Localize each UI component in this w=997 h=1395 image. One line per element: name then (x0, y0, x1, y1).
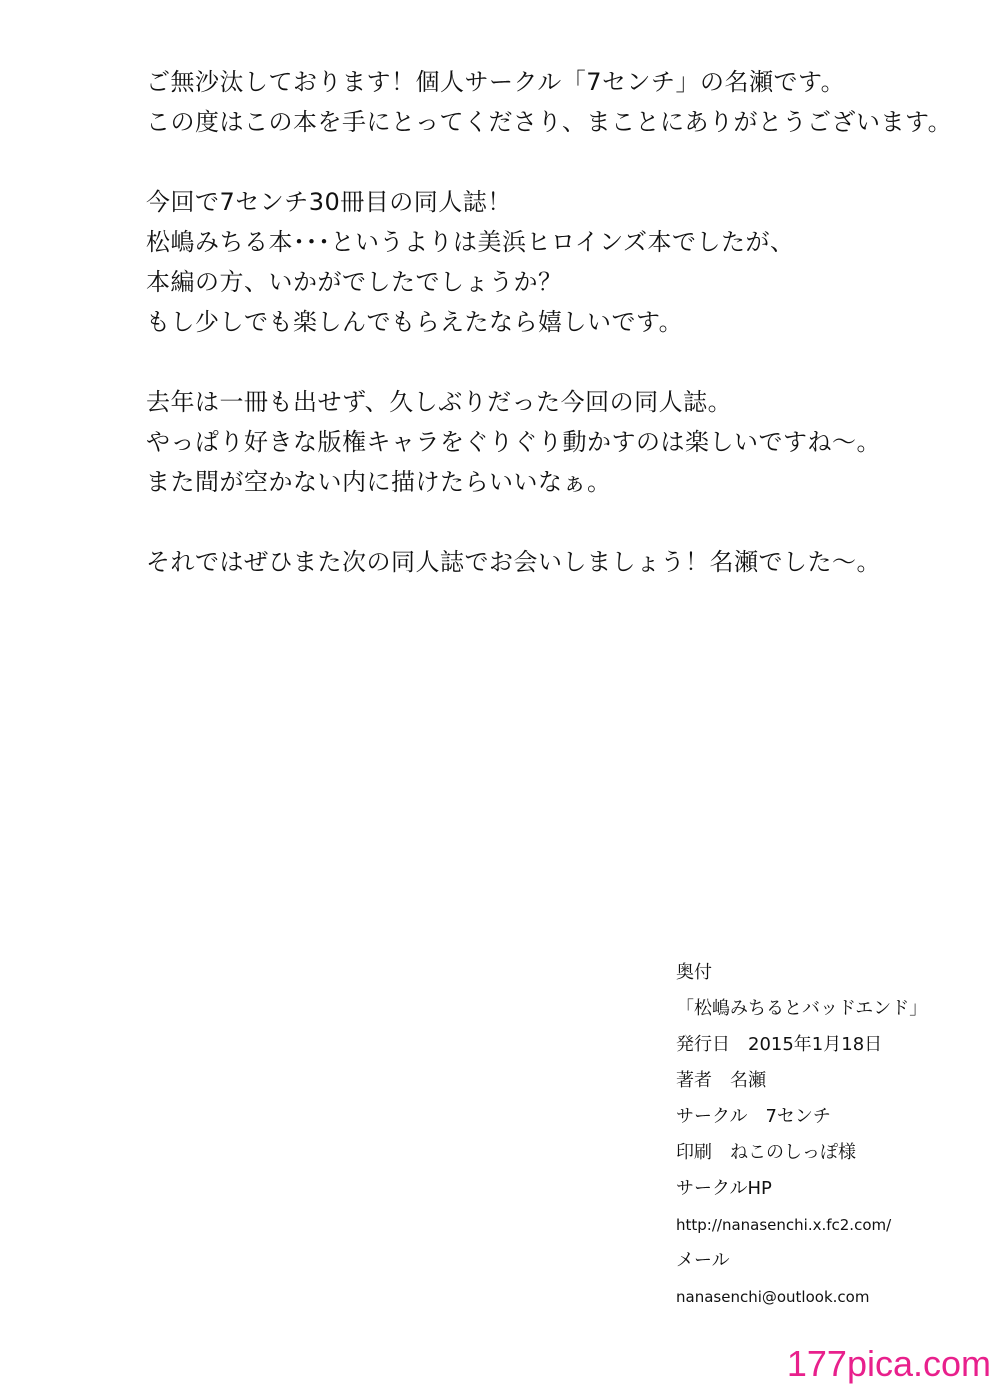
message-line: 今回で7センチ30冊目の同人誌！ (146, 188, 512, 216)
message-line: やっぱり好きな版権キャラをぐりぐり動かすのは楽しいですね～。 (146, 428, 881, 456)
paragraph-gap (146, 142, 966, 182)
paragraph-gap (146, 342, 966, 382)
colophon (676, 958, 976, 1318)
afterword-message (146, 62, 966, 582)
colophon-printer: 印刷 ねこのしっぽ様 (676, 1142, 856, 1163)
colophon-mail-label: メール (676, 1250, 730, 1271)
colophon-author: 著者 名瀬 (676, 1070, 766, 1091)
site-watermark: 177pica.com (786, 1343, 991, 1384)
message-line: 松嶋みちる本･･･というよりは美浜ヒロインズ本でしたが、 (146, 228, 795, 256)
colophon-homepage-url: http://nanasenchi.x.fc2.com/ (676, 1216, 892, 1234)
message-line: それではぜひまた次の同人誌でお会いしましょう！名瀬でした～。 (146, 548, 881, 576)
colophon-heading: 奥付 (676, 962, 712, 983)
colophon-mail-address: nanasenchi@outlook.com (676, 1288, 870, 1306)
message-line: 去年は一冊も出せず、久しぶりだった今回の同人誌。 (146, 388, 733, 416)
colophon-title: 「松嶋みちるとバッドエンド」 (676, 998, 928, 1019)
message-line: この度はこの本を手にとってくださり、まことにありがとうございます。 (146, 108, 953, 136)
colophon-circle: サークル 7センチ (676, 1106, 831, 1127)
message-line: ご無沙汰しております！個人サークル「7センチ」の名瀬です。 (146, 68, 846, 96)
message-line: 本編の方、いかがでしたでしょうか？ (146, 268, 563, 296)
colophon-published: 発行日 2015年1月18日 (676, 1034, 883, 1055)
paragraph-gap (146, 502, 966, 542)
message-line: もし少しでも楽しんでもらえたなら嬉しいです。 (146, 308, 684, 336)
message-line: また間が空かない内に描けたらいいなぁ。 (146, 468, 612, 496)
colophon-homepage-label: サークルHP (676, 1178, 772, 1199)
